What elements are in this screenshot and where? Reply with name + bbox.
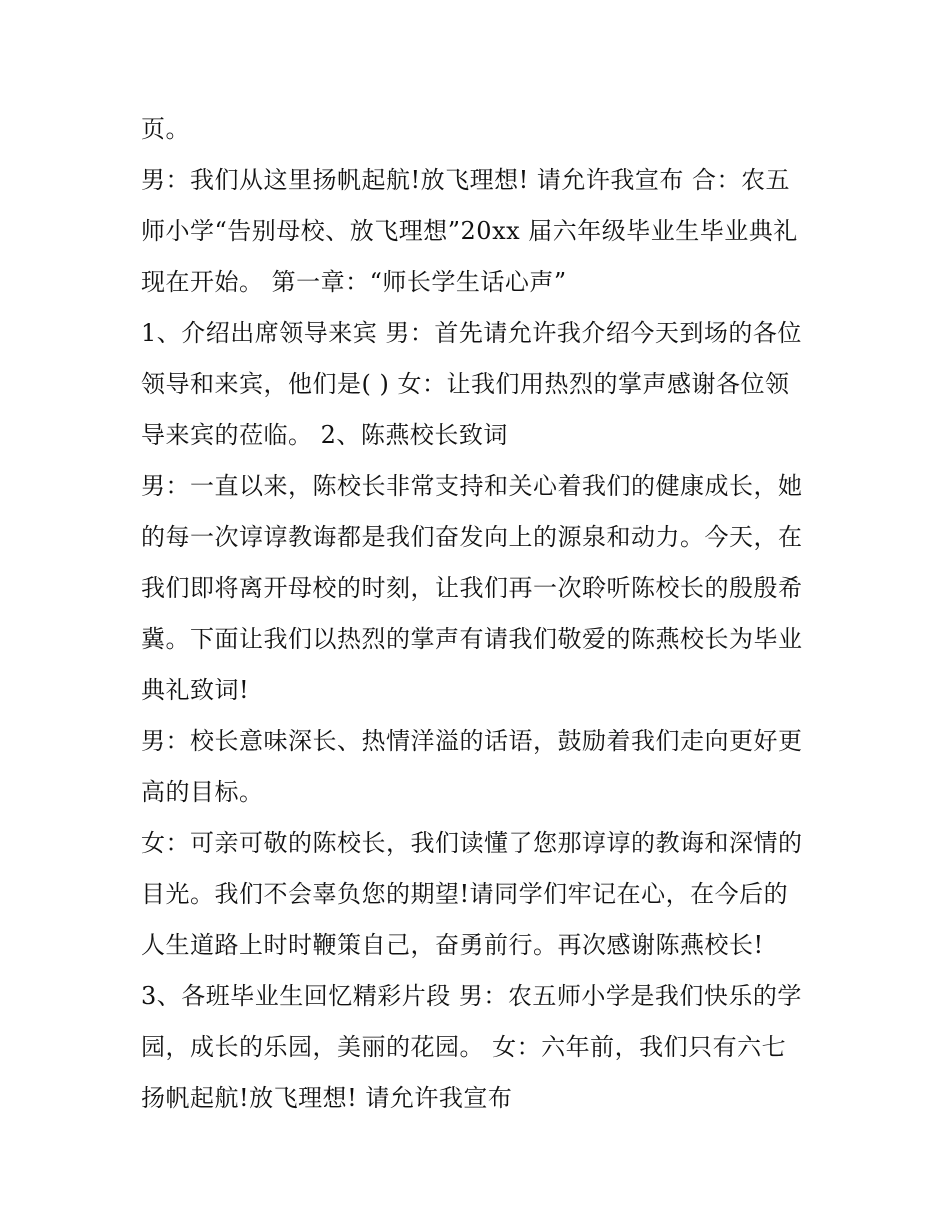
text-line: 冀。下面让我们以热烈的掌声有请我们敬爱的陈燕校长为毕业 [141,625,803,653]
text-line: 园，成长的乐园，美丽的花园。 女：六年前，我们只有六七 [141,1033,787,1061]
text-line: 领导和来宾，他们是( ) 女：让我们用热烈的掌声感谢各位领 [141,370,790,398]
text-line: 1、介绍出席领导来宾 男：首先请允许我介绍今天到场的各位 [141,319,802,347]
text-line: 高的目标。 [141,778,264,806]
text-line: 扬帆起航!放飞理想! 请允许我宣布 [141,1084,513,1112]
text-line: 男：一直以来，陈校长非常支持和关心着我们的健康成长，她 [141,472,803,500]
text-line: 男：我们从这里扬帆起航!放飞理想! 请允许我宣布 合：农五 [141,166,791,194]
text-line: 女：可亲可敬的陈校长，我们读懂了您那谆谆的教诲和深情的 [141,829,803,857]
text-line: 目光。我们不会辜负您的期望!请同学们牢记在心，在今后的 [141,880,789,908]
text-line: 导来宾的莅临。 2、陈燕校长致词 [141,421,508,449]
text-line: 页。 [141,115,190,143]
text-line: 的每一次谆谆教诲都是我们奋发向上的源泉和动力。今天，在 [141,523,803,551]
text-line: 3、各班毕业生回忆精彩片段 男：农五师小学是我们快乐的学 [141,982,802,1010]
text-line: 男：校长意味深长、热情洋溢的话语，鼓励着我们走向更好更 [141,727,803,755]
text-line: 师小学“告别母校、放飞理想”20xx 届六年级毕业生毕业典礼 [141,217,798,245]
text-line: 现在开始。 第一章：“师长学生话心声” [141,268,567,296]
text-line: 我们即将离开母校的时刻，让我们再一次聆听陈校长的殷殷希 [141,574,803,602]
body-text [141,104,821,1124]
text-line: 人生道路上时时鞭策自己，奋勇前行。再次感谢陈燕校长! [141,931,764,959]
text-line: 典礼致词! [141,676,250,704]
